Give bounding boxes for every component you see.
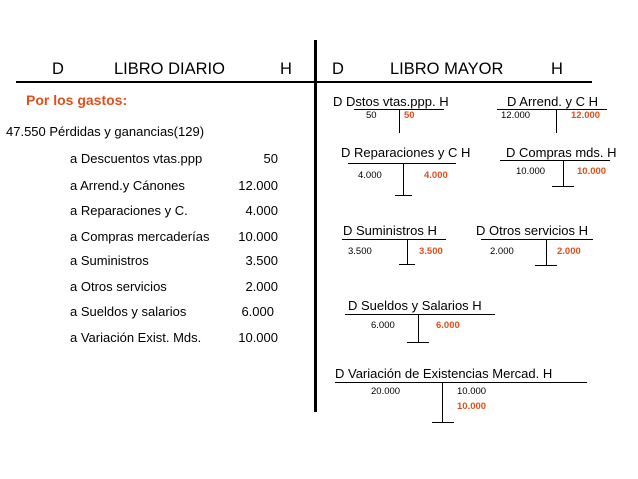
header-underline [16, 81, 592, 83]
credit-label-suministros: a Suministros [70, 253, 149, 268]
account-title: D Variación de Existencias Mercad. H [335, 366, 553, 381]
account-title: D Sueldos y Salarios H [348, 298, 482, 313]
credit-amount-sueldos: 6.000 [241, 304, 274, 319]
debit-value: 50 [366, 110, 377, 121]
t-stem [546, 239, 547, 265]
debit-value: 20.000 [371, 386, 401, 397]
account-title: D Dstos vtas.ppp. H [333, 94, 449, 109]
credit-amount-suministros: 3.500 [245, 253, 278, 268]
t-stem [407, 239, 408, 264]
t-foot [552, 186, 574, 187]
diario-debit-label: D [52, 60, 64, 78]
t-stem [418, 314, 419, 342]
account-title: D Suministros H [343, 223, 437, 238]
t-bar [348, 163, 456, 164]
credit-value: 10.000 [577, 166, 607, 177]
credit-label-reparaciones: a Reparaciones y C. [70, 203, 188, 218]
debit-value: 12.000 [501, 110, 531, 121]
credit-label-descuentos: a Descuentos vtas.ppp [70, 151, 203, 166]
section-title: Por los gastos: [26, 92, 128, 108]
t-foot [535, 265, 557, 266]
t-stem [563, 160, 564, 186]
t-bar [342, 239, 446, 240]
t-foot [395, 195, 412, 196]
credit-label-compras: a Compras mercaderías [70, 229, 210, 244]
diario-title: LIBRO DIARIO [114, 60, 225, 78]
credit-amount-compras: 10.000 [238, 229, 278, 244]
debit-entry: 47.550 Pérdidas y ganancias(129) [6, 124, 205, 139]
credit-value: 3.500 [419, 246, 443, 257]
credit-value: 10.000 [457, 386, 487, 397]
credit-amount-arrend: 12.000 [238, 178, 278, 193]
credit-value: 6.000 [436, 320, 460, 331]
credit-amount-descuentos: 50 [263, 151, 278, 166]
credit-amount-reparaciones: 4.000 [245, 203, 278, 218]
credit-value: 50 [404, 110, 415, 121]
t-bar [500, 160, 610, 161]
t-bar [481, 239, 593, 240]
credit-value: 4.000 [424, 170, 448, 181]
account-title: D Reparaciones y C H [341, 145, 471, 160]
debit-value: 3.500 [348, 246, 372, 257]
mayor-debit-label: D [332, 60, 344, 78]
credit-value: 12.000 [571, 110, 601, 121]
center-divider [314, 40, 317, 412]
t-stem [399, 109, 400, 133]
debit-value: 2.000 [490, 246, 514, 257]
credit-value: 2.000 [557, 246, 581, 257]
credit-label-arrend: a Arrend.y Cánones [70, 178, 185, 193]
t-foot [399, 264, 415, 265]
debit-value: 4.000 [358, 170, 382, 181]
account-title: D Compras mds. H [506, 145, 617, 160]
t-stem [556, 109, 557, 133]
t-bar [335, 382, 587, 383]
account-title: D Arrend. y C H [507, 94, 599, 109]
mayor-credit-label: H [551, 60, 563, 78]
debit-value: 10.000 [516, 166, 546, 177]
credit-label-variacion: a Variación Exist. Mds. [70, 330, 202, 345]
credit-label-otros: a Otros servicios [70, 279, 167, 294]
credit-amount-variacion: 10.000 [238, 330, 278, 345]
credit-amount-otros: 2.000 [245, 279, 278, 294]
t-stem [442, 382, 443, 422]
credit-value-2: 10.000 [457, 401, 487, 412]
t-foot [432, 422, 454, 423]
debit-value: 6.000 [371, 320, 395, 331]
t-stem [403, 163, 404, 195]
t-bar [345, 314, 495, 315]
diario-credit-label: H [280, 60, 292, 78]
t-foot [407, 342, 429, 343]
credit-label-sueldos: a Sueldos y salarios [70, 304, 187, 319]
account-title: D Otros servicios H [476, 223, 588, 238]
mayor-title: LIBRO MAYOR [390, 60, 504, 78]
